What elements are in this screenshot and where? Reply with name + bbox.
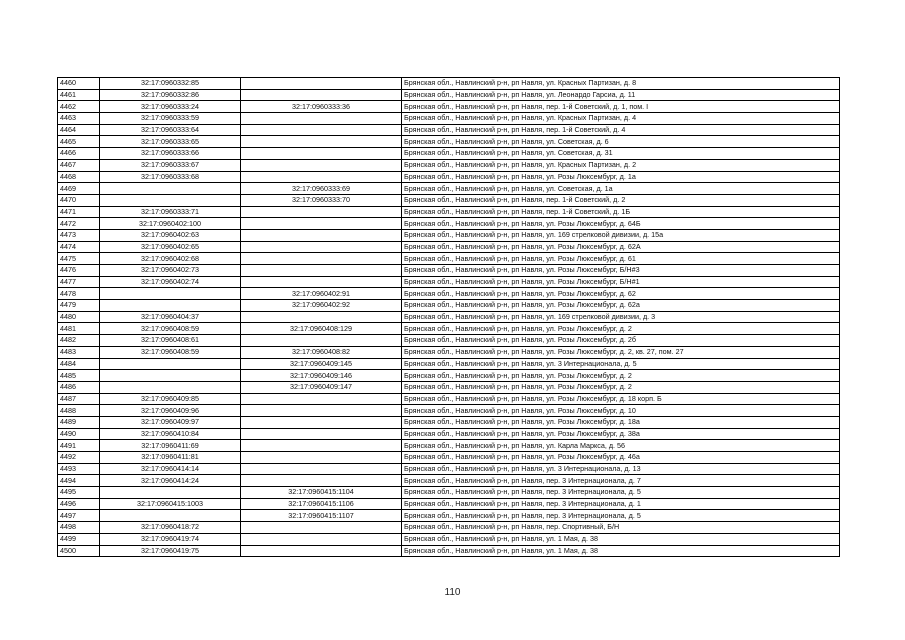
cadastral-number-cell bbox=[100, 381, 241, 393]
cadastral-number-cell bbox=[100, 358, 241, 370]
address-cell: Брянская обл., Навлинский р-н, рп Навля, ул. Розы Люксембург, д. 38а bbox=[402, 428, 840, 440]
related-cadastral-number-cell bbox=[241, 265, 402, 277]
cadastral-number-cell bbox=[100, 183, 241, 195]
address-cell: Брянская обл., Навлинский р-н, рп Навля, пер. 3 Интернационала, д. 1 bbox=[402, 498, 840, 510]
table-row bbox=[58, 171, 840, 183]
row-number-cell: 4479 bbox=[58, 300, 100, 312]
row-number-cell: 4461 bbox=[58, 89, 100, 101]
table-row bbox=[58, 89, 840, 101]
related-cadastral-number-cell: 32:17:0960333:36 bbox=[241, 101, 402, 113]
row-number-cell: 4484 bbox=[58, 358, 100, 370]
related-cadastral-number-cell bbox=[241, 159, 402, 171]
address-cell: Брянская обл., Навлинский р-н, рп Навля, пер. 3 Интернационала, д. 5 bbox=[402, 510, 840, 522]
table-row bbox=[58, 370, 840, 382]
row-number-cell: 4465 bbox=[58, 136, 100, 148]
row-number-cell: 4481 bbox=[58, 323, 100, 335]
cadastral-number-cell bbox=[100, 288, 241, 300]
related-cadastral-number-cell bbox=[241, 405, 402, 417]
row-number-cell: 4490 bbox=[58, 428, 100, 440]
row-number-cell: 4467 bbox=[58, 159, 100, 171]
address-cell: Брянская обл., Навлинский р-н, рп Навля, ул. Розы Люксембург, д. 2, кв. 27, пом. 27 bbox=[402, 346, 840, 358]
address-cell: Брянская обл., Навлинский р-н, рп Навля, ул. Розы Люксембург, Б/Н#3 bbox=[402, 265, 840, 277]
address-cell: Брянская обл., Навлинский р-н, рп Навля, ул. Розы Люксембург, д. 62А bbox=[402, 241, 840, 253]
table-row bbox=[58, 78, 840, 90]
related-cadastral-number-cell bbox=[241, 463, 402, 475]
related-cadastral-number-cell bbox=[241, 148, 402, 160]
address-cell: Брянская обл., Навлинский р-н, рп Навля, ул. 3 Интернационала, д. 13 bbox=[402, 463, 840, 475]
cadastral-number-cell: 32:17:0960408:59 bbox=[100, 323, 241, 335]
table-row bbox=[58, 358, 840, 370]
row-number-cell: 4494 bbox=[58, 475, 100, 487]
table-row bbox=[58, 416, 840, 428]
table-row bbox=[58, 194, 840, 206]
row-number-cell: 4498 bbox=[58, 522, 100, 534]
cadastral-number-cell: 32:17:0960419:75 bbox=[100, 545, 241, 557]
address-cell: Брянская обл., Навлинский р-н, рп Навля, ул. Розы Люксембург, д. 62а bbox=[402, 300, 840, 312]
row-number-cell: 4485 bbox=[58, 370, 100, 382]
cadastral-number-cell: 32:17:0960402:68 bbox=[100, 253, 241, 265]
address-cell: Брянская обл., Навлинский р-н, рп Навля, пер. 1-й Советский, д. 2 bbox=[402, 194, 840, 206]
related-cadastral-number-cell: 32:17:0960333:70 bbox=[241, 194, 402, 206]
address-cell: Брянская обл., Навлинский р-н, рп Навля, ул. 169 стрелковой дивизии, д. 15а bbox=[402, 229, 840, 241]
row-number-cell: 4489 bbox=[58, 416, 100, 428]
address-cell: Брянская обл., Навлинский р-н, рп Навля, ул. Розы Люксембург, д. 61 bbox=[402, 253, 840, 265]
cadastral-number-cell: 32:17:0960414:24 bbox=[100, 475, 241, 487]
address-cell: Брянская обл., Навлинский р-н, рп Навля, ул. Розы Люксембург, д. 1а bbox=[402, 171, 840, 183]
cadastral-number-cell: 32:17:0960415:1003 bbox=[100, 498, 241, 510]
table-row bbox=[58, 335, 840, 347]
row-number-cell: 4460 bbox=[58, 78, 100, 90]
table-row bbox=[58, 148, 840, 160]
related-cadastral-number-cell bbox=[241, 416, 402, 428]
address-cell: Брянская обл., Навлинский р-н, рп Навля, ул. Красных Партизан, д. 8 bbox=[402, 78, 840, 90]
related-cadastral-number-cell bbox=[241, 335, 402, 347]
address-cell: Брянская обл., Навлинский р-н, рп Навля, ул. Розы Люксембург, Б/Н#1 bbox=[402, 276, 840, 288]
table-row bbox=[58, 381, 840, 393]
related-cadastral-number-cell bbox=[241, 218, 402, 230]
row-number-cell: 4470 bbox=[58, 194, 100, 206]
cadastral-number-cell: 32:17:0960333:59 bbox=[100, 113, 241, 125]
row-number-cell: 4463 bbox=[58, 113, 100, 125]
table-row bbox=[58, 393, 840, 405]
related-cadastral-number-cell bbox=[241, 136, 402, 148]
address-cell: Брянская обл., Навлинский р-н, рп Навля, пер. 1-й Советский, д. 1Б bbox=[402, 206, 840, 218]
table-row bbox=[58, 183, 840, 195]
table-row bbox=[58, 136, 840, 148]
table-row bbox=[58, 101, 840, 113]
table-row bbox=[58, 311, 840, 323]
row-number-cell: 4472 bbox=[58, 218, 100, 230]
related-cadastral-number-cell: 32:17:0960333:69 bbox=[241, 183, 402, 195]
table-row bbox=[58, 475, 840, 487]
row-number-cell: 4475 bbox=[58, 253, 100, 265]
row-number-cell: 4483 bbox=[58, 346, 100, 358]
row-number-cell: 4473 bbox=[58, 229, 100, 241]
registry-table-body bbox=[58, 78, 840, 557]
cadastral-number-cell: 32:17:0960404:37 bbox=[100, 311, 241, 323]
address-cell: Брянская обл., Навлинский р-н, рп Навля, ул. Розы Люксембург, д. 64Б bbox=[402, 218, 840, 230]
related-cadastral-number-cell: 32:17:0960415:1107 bbox=[241, 510, 402, 522]
cadastral-number-cell bbox=[100, 300, 241, 312]
address-cell: Брянская обл., Навлинский р-н, рп Навля, ул. 1 Мая, д. 38 bbox=[402, 533, 840, 545]
cadastral-number-cell: 32:17:0960414:14 bbox=[100, 463, 241, 475]
cadastral-number-cell: 32:17:0960411:69 bbox=[100, 440, 241, 452]
related-cadastral-number-cell bbox=[241, 78, 402, 90]
table-row bbox=[58, 463, 840, 475]
cadastral-number-cell: 32:17:0960409:96 bbox=[100, 405, 241, 417]
cadastral-number-cell: 32:17:0960333:65 bbox=[100, 136, 241, 148]
cadastral-number-cell: 32:17:0960332:86 bbox=[100, 89, 241, 101]
table-row bbox=[58, 346, 840, 358]
row-number-cell: 4478 bbox=[58, 288, 100, 300]
registry-table bbox=[57, 77, 840, 557]
related-cadastral-number-cell bbox=[241, 393, 402, 405]
table-row bbox=[58, 288, 840, 300]
cadastral-number-cell: 32:17:0960409:97 bbox=[100, 416, 241, 428]
related-cadastral-number-cell: 32:17:0960402:92 bbox=[241, 300, 402, 312]
row-number-cell: 4491 bbox=[58, 440, 100, 452]
address-cell: Брянская обл., Навлинский р-н, рп Навля, ул. Розы Люксембург, д. 2б bbox=[402, 335, 840, 347]
address-cell: Брянская обл., Навлинский р-н, рп Навля, пер. 1-й Советский, д. 4 bbox=[402, 124, 840, 136]
cadastral-number-cell: 32:17:0960409:85 bbox=[100, 393, 241, 405]
table-row bbox=[58, 276, 840, 288]
table-row bbox=[58, 218, 840, 230]
table-row bbox=[58, 323, 840, 335]
row-number-cell: 4464 bbox=[58, 124, 100, 136]
row-number-cell: 4477 bbox=[58, 276, 100, 288]
related-cadastral-number-cell bbox=[241, 229, 402, 241]
related-cadastral-number-cell bbox=[241, 171, 402, 183]
related-cadastral-number-cell: 32:17:0960408:129 bbox=[241, 323, 402, 335]
cadastral-number-cell: 32:17:0960408:61 bbox=[100, 335, 241, 347]
table-row bbox=[58, 452, 840, 464]
related-cadastral-number-cell: 32:17:0960408:82 bbox=[241, 346, 402, 358]
table-row bbox=[58, 229, 840, 241]
table-row bbox=[58, 253, 840, 265]
row-number-cell: 4496 bbox=[58, 498, 100, 510]
address-cell: Брянская обл., Навлинский р-н, рп Навля, ул. Розы Люксембург, д. 18а bbox=[402, 416, 840, 428]
related-cadastral-number-cell bbox=[241, 89, 402, 101]
row-number-cell: 4469 bbox=[58, 183, 100, 195]
table-row bbox=[58, 113, 840, 125]
row-number-cell: 4476 bbox=[58, 265, 100, 277]
cadastral-number-cell: 32:17:0960418:72 bbox=[100, 522, 241, 534]
related-cadastral-number-cell: 32:17:0960409:146 bbox=[241, 370, 402, 382]
address-cell: Брянская обл., Навлинский р-н, рп Навля, ул. Розы Люксембург, д. 18 корп. Б bbox=[402, 393, 840, 405]
cadastral-number-cell: 32:17:0960402:65 bbox=[100, 241, 241, 253]
related-cadastral-number-cell bbox=[241, 533, 402, 545]
cadastral-number-cell: 32:17:0960411:81 bbox=[100, 452, 241, 464]
cadastral-number-cell: 32:17:0960408:59 bbox=[100, 346, 241, 358]
related-cadastral-number-cell bbox=[241, 241, 402, 253]
address-cell: Брянская обл., Навлинский р-н, рп Навля, ул. Советская, д. 6 bbox=[402, 136, 840, 148]
row-number-cell: 4499 bbox=[58, 533, 100, 545]
related-cadastral-number-cell bbox=[241, 475, 402, 487]
related-cadastral-number-cell: 32:17:0960409:147 bbox=[241, 381, 402, 393]
address-cell: Брянская обл., Навлинский р-н, рп Навля, ул. Розы Люксембург, д. 2 bbox=[402, 381, 840, 393]
row-number-cell: 4462 bbox=[58, 101, 100, 113]
table-row bbox=[58, 498, 840, 510]
row-number-cell: 4474 bbox=[58, 241, 100, 253]
address-cell: Брянская обл., Навлинский р-н, рп Навля, ул. Леонардо Гарсиа, д. 11 bbox=[402, 89, 840, 101]
address-cell: Брянская обл., Навлинский р-н, рп Навля, ул. Советская, д. 1а bbox=[402, 183, 840, 195]
cadastral-number-cell: 32:17:0960333:71 bbox=[100, 206, 241, 218]
table-row bbox=[58, 241, 840, 253]
address-cell: Брянская обл., Навлинский р-н, рп Навля, ул. Розы Люксембург, д. 62 bbox=[402, 288, 840, 300]
address-cell: Брянская обл., Навлинский р-н, рп Навля, ул. 3 Интернационала, д. 5 bbox=[402, 358, 840, 370]
row-number-cell: 4487 bbox=[58, 393, 100, 405]
table-row bbox=[58, 487, 840, 499]
address-cell: Брянская обл., Навлинский р-н, рп Навля, ул. Розы Люксембург, д. 2 bbox=[402, 323, 840, 335]
table-row bbox=[58, 159, 840, 171]
address-cell: Брянская обл., Навлинский р-н, рп Навля, ул. 169 стрелковой дивизии, д. 3 bbox=[402, 311, 840, 323]
related-cadastral-number-cell: 32:17:0960415:1104 bbox=[241, 487, 402, 499]
table-row bbox=[58, 440, 840, 452]
address-cell: Брянская обл., Навлинский р-н, рп Навля, ул. Карла Маркса, д. 56 bbox=[402, 440, 840, 452]
page-number: 110 bbox=[444, 587, 461, 598]
related-cadastral-number-cell bbox=[241, 545, 402, 557]
table-row bbox=[58, 510, 840, 522]
cadastral-number-cell bbox=[100, 487, 241, 499]
table-row bbox=[58, 265, 840, 277]
cadastral-number-cell: 32:17:0960333:68 bbox=[100, 171, 241, 183]
row-number-cell: 4488 bbox=[58, 405, 100, 417]
address-cell: Брянская обл., Навлинский р-н, рп Навля, пер. 1-й Советский, д. 1, пом. I bbox=[402, 101, 840, 113]
cadastral-number-cell: 32:17:0960332:85 bbox=[100, 78, 241, 90]
related-cadastral-number-cell bbox=[241, 452, 402, 464]
address-cell: Брянская обл., Навлинский р-н, рп Навля, ул. Розы Люксембург, д. 2 bbox=[402, 370, 840, 382]
related-cadastral-number-cell: 32:17:0960409:145 bbox=[241, 358, 402, 370]
row-number-cell: 4468 bbox=[58, 171, 100, 183]
related-cadastral-number-cell bbox=[241, 440, 402, 452]
related-cadastral-number-cell bbox=[241, 124, 402, 136]
cadastral-number-cell bbox=[100, 370, 241, 382]
table-row bbox=[58, 428, 840, 440]
row-number-cell: 4482 bbox=[58, 335, 100, 347]
row-number-cell: 4500 bbox=[58, 545, 100, 557]
related-cadastral-number-cell bbox=[241, 311, 402, 323]
related-cadastral-number-cell bbox=[241, 253, 402, 265]
address-cell: Брянская обл., Навлинский р-н, рп Навля, ул. 1 Мая, д. 38 bbox=[402, 545, 840, 557]
address-cell: Брянская обл., Навлинский р-н, рп Навля, пер. 3 Интернационала, д. 5 bbox=[402, 487, 840, 499]
address-cell: Брянская обл., Навлинский р-н, рп Навля, ул. Розы Люксембург, д. 10 bbox=[402, 405, 840, 417]
related-cadastral-number-cell: 32:17:0960415:1106 bbox=[241, 498, 402, 510]
related-cadastral-number-cell bbox=[241, 428, 402, 440]
row-number-cell: 4495 bbox=[58, 487, 100, 499]
table-row bbox=[58, 522, 840, 534]
address-cell: Брянская обл., Навлинский р-н, рп Навля, ул. Советская, д. 31 bbox=[402, 148, 840, 160]
cadastral-number-cell: 32:17:0960402:63 bbox=[100, 229, 241, 241]
row-number-cell: 4471 bbox=[58, 206, 100, 218]
row-number-cell: 4480 bbox=[58, 311, 100, 323]
related-cadastral-number-cell bbox=[241, 276, 402, 288]
row-number-cell: 4492 bbox=[58, 452, 100, 464]
cadastral-number-cell: 32:17:0960333:64 bbox=[100, 124, 241, 136]
related-cadastral-number-cell bbox=[241, 206, 402, 218]
cadastral-number-cell: 32:17:0960402:74 bbox=[100, 276, 241, 288]
cadastral-number-cell: 32:17:0960419:74 bbox=[100, 533, 241, 545]
row-number-cell: 4466 bbox=[58, 148, 100, 160]
table-row bbox=[58, 545, 840, 557]
row-number-cell: 4486 bbox=[58, 381, 100, 393]
cadastral-number-cell: 32:17:0960333:24 bbox=[100, 101, 241, 113]
table-row bbox=[58, 533, 840, 545]
cadastral-number-cell bbox=[100, 510, 241, 522]
related-cadastral-number-cell bbox=[241, 113, 402, 125]
related-cadastral-number-cell bbox=[241, 522, 402, 534]
row-number-cell: 4493 bbox=[58, 463, 100, 475]
cadastral-number-cell: 32:17:0960402:100 bbox=[100, 218, 241, 230]
cadastral-number-cell: 32:17:0960333:66 bbox=[100, 148, 241, 160]
address-cell: Брянская обл., Навлинский р-н, рп Навля, ул. Розы Люксембург, д. 46а bbox=[402, 452, 840, 464]
table-row bbox=[58, 124, 840, 136]
cadastral-number-cell: 32:17:0960410:84 bbox=[100, 428, 241, 440]
address-cell: Брянская обл., Навлинский р-н, рп Навля, пер. Спортивный, Б/Н bbox=[402, 522, 840, 534]
address-cell: Брянская обл., Навлинский р-н, рп Навля, ул. Красных Партизан, д. 2 bbox=[402, 159, 840, 171]
table-row bbox=[58, 300, 840, 312]
table-row bbox=[58, 405, 840, 417]
cadastral-number-cell: 32:17:0960402:73 bbox=[100, 265, 241, 277]
address-cell: Брянская обл., Навлинский р-н, рп Навля, пер. 3 Интернационала, д. 7 bbox=[402, 475, 840, 487]
row-number-cell: 4497 bbox=[58, 510, 100, 522]
cadastral-number-cell bbox=[100, 194, 241, 206]
address-cell: Брянская обл., Навлинский р-н, рп Навля, ул. Красных Партизан, д. 4 bbox=[402, 113, 840, 125]
related-cadastral-number-cell: 32:17:0960402:91 bbox=[241, 288, 402, 300]
cadastral-number-cell: 32:17:0960333:67 bbox=[100, 159, 241, 171]
table-row bbox=[58, 206, 840, 218]
